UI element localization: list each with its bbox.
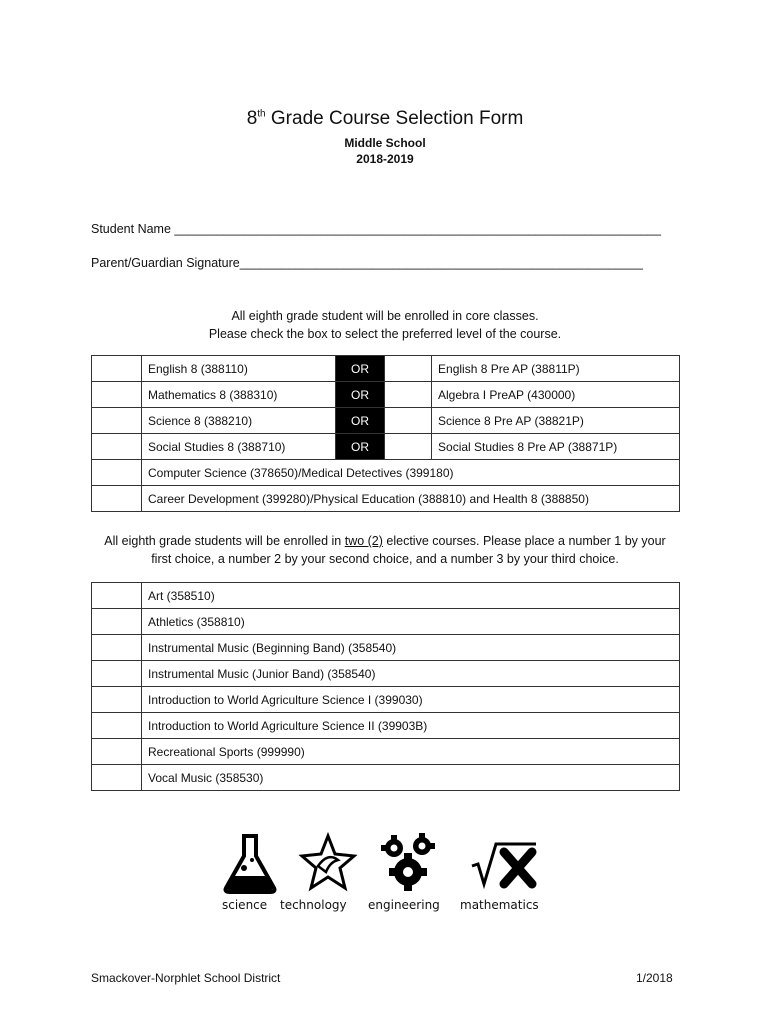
regular-course: Mathematics 8 (388310) xyxy=(142,382,336,408)
combined-course: Computer Science (378650)/Medical Detectives (399180) xyxy=(142,460,680,486)
logo-label-science: science xyxy=(222,898,268,912)
rank-cell[interactable] xyxy=(92,765,142,791)
rank-cell[interactable] xyxy=(92,739,142,765)
elective-course: Instrumental Music (Junior Band) (358540) xyxy=(142,661,680,687)
checkbox-cell[interactable] xyxy=(385,408,432,434)
school-label: Middle School xyxy=(344,136,426,150)
table-row xyxy=(92,609,680,635)
elective-course: Introduction to World Agriculture Science I (399030) xyxy=(142,687,680,713)
rank-cell[interactable] xyxy=(92,635,142,661)
table-row xyxy=(92,635,680,661)
regular-course: Social Studies 8 (388710) xyxy=(142,434,336,460)
table-row xyxy=(92,765,680,791)
student-name-field[interactable]: Student Name ______________________________________________________________________ xyxy=(91,222,662,236)
elective-course: Recreational Sports (999990) xyxy=(142,739,680,765)
checkbox-cell[interactable] xyxy=(385,382,432,408)
flask-icon xyxy=(226,834,275,892)
rank-cell[interactable] xyxy=(92,609,142,635)
parent-signature-field[interactable]: Parent/Guardian Signature__________________________________________________________ xyxy=(91,256,643,270)
table-row xyxy=(92,739,680,765)
elective-course: Instrumental Music (Beginning Band) (358540) xyxy=(142,635,680,661)
logo-label-technology: technology xyxy=(280,898,347,912)
table-row xyxy=(92,382,680,408)
elective-instructions-line2: first choice, a number 2 by your second choice, and a number 3 by your third choice. xyxy=(151,552,619,566)
elective-course: Introduction to World Agriculture Science II (39903B) xyxy=(142,713,680,739)
table-row xyxy=(92,486,680,512)
checkbox-cell[interactable] xyxy=(92,382,142,408)
rank-cell[interactable] xyxy=(92,687,142,713)
rank-cell[interactable] xyxy=(92,661,142,687)
table-row xyxy=(92,434,680,460)
logo-label-engineering: engineering xyxy=(368,898,440,912)
table-row xyxy=(92,583,680,609)
checkbox-cell[interactable] xyxy=(92,434,142,460)
checkbox-cell[interactable] xyxy=(92,408,142,434)
core-classes-table xyxy=(91,355,680,512)
electives-table xyxy=(91,582,680,791)
checkbox-cell[interactable] xyxy=(92,486,142,512)
preap-course: Social Studies 8 Pre AP (38871P) xyxy=(432,434,680,460)
rank-cell[interactable] xyxy=(92,713,142,739)
footer-district: Smackover-Norphlet School District xyxy=(91,971,281,985)
table-row xyxy=(92,408,680,434)
or-label: OR xyxy=(336,434,385,460)
technology-star-icon xyxy=(302,836,354,888)
school-year: 2018-2019 xyxy=(356,152,414,166)
combined-course: Career Development (399280)/Physical Education (388810) and Health 8 (388850) xyxy=(142,486,680,512)
checkbox-cell[interactable] xyxy=(92,460,142,486)
table-row xyxy=(92,356,680,382)
page-title: 8th Grade Course Selection Form xyxy=(246,108,524,129)
core-instructions-line1: All eighth grade student will be enrolled in core classes. xyxy=(231,309,539,323)
rank-cell[interactable] xyxy=(92,583,142,609)
elective-instructions xyxy=(0,532,770,568)
checkbox-cell[interactable] xyxy=(385,434,432,460)
table-row xyxy=(92,661,680,687)
core-instructions-line2: Please check the box to select the preferred level of the course. xyxy=(208,327,562,341)
preap-course: Science 8 Pre AP (38821P) xyxy=(432,408,680,434)
or-label: OR xyxy=(336,356,385,382)
stem-logo xyxy=(222,830,552,920)
stem-icons xyxy=(222,830,552,898)
elective-instructions-line1: All eighth grade students will be enrolled in two (2) elective courses. Please place a number 1 by your xyxy=(104,534,666,548)
elective-course: Athletics (358810) xyxy=(142,609,680,635)
preap-course: English 8 Pre AP (38811P) xyxy=(432,356,680,382)
table-row xyxy=(92,460,680,486)
checkbox-cell[interactable] xyxy=(92,356,142,382)
logo-label-mathematics: mathematics xyxy=(460,898,539,912)
table-row xyxy=(92,687,680,713)
elective-course: Vocal Music (358530) xyxy=(142,765,680,791)
preap-course: Algebra I PreAP (430000) xyxy=(432,382,680,408)
checkbox-cell[interactable] xyxy=(385,356,432,382)
regular-course: Science 8 (388210) xyxy=(142,408,336,434)
gears-icon xyxy=(381,833,435,891)
math-root-x-icon xyxy=(472,844,536,884)
table-row xyxy=(92,713,680,739)
elective-course: Art (358510) xyxy=(142,583,680,609)
or-label: OR xyxy=(336,408,385,434)
core-instructions xyxy=(0,307,770,343)
regular-course: English 8 (388110) xyxy=(142,356,336,382)
footer-date: 1/2018 xyxy=(636,971,673,985)
or-label: OR xyxy=(336,382,385,408)
